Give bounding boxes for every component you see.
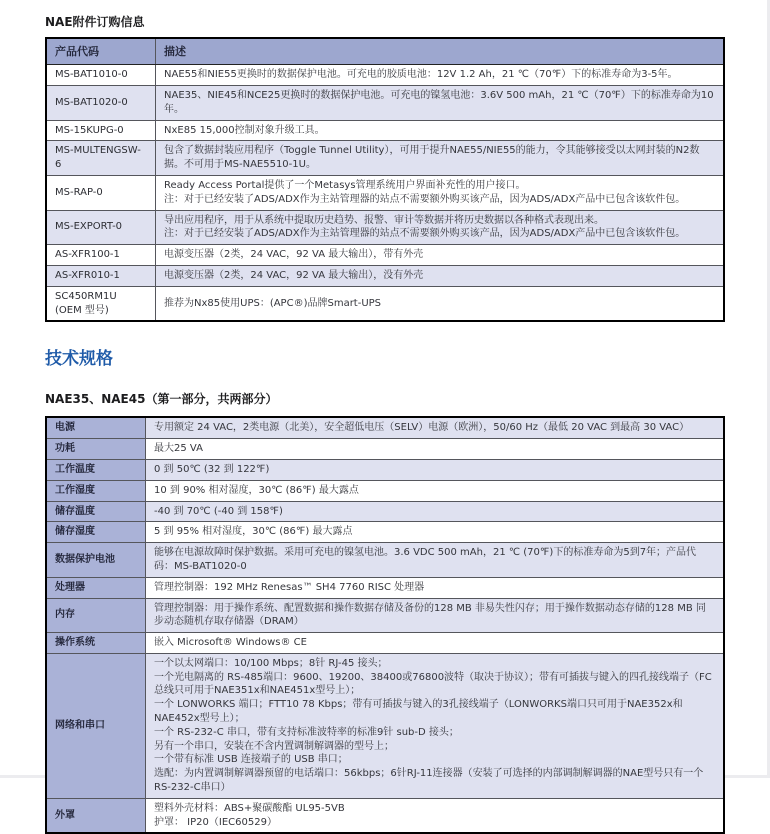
cell-line: 嵌入 Microsoft® Windows® CE xyxy=(154,637,307,649)
spec-table-subtitle: NAE35、NAE45（第一部分，共两部分） xyxy=(45,392,278,407)
cell-line: MS-BAT1020-0 xyxy=(55,96,128,108)
cell-line: 电源变压器（2类，24 VAC，92 VA 最大输出），没有外壳 xyxy=(164,269,424,281)
table-row xyxy=(46,522,724,543)
ordering-table-header xyxy=(46,38,724,65)
cell-line: Ready Access Portal提供了一个Metasys管理系统用户界面补充性的用户接口。 xyxy=(164,179,526,191)
cell-line: 一个 RS-232-C 串口，带有支持标准波特率的标准9针 sub-D 接头； xyxy=(154,726,459,738)
cell-line: (OEM 型号) xyxy=(55,304,109,316)
description-cell xyxy=(156,120,725,141)
cell-line: 包含了数据封装应用程序（Toggle Tunnel Utility），可用于提升NAE55/NIE55的能力，令其能够接受以太网封装的N2数据。不可用于MS-NAE5510-1U。 xyxy=(164,145,700,171)
table-row xyxy=(46,210,724,245)
cell-line: 能够在电源故障时保护数据。采用可充电的镍氢电池。3.6 VDC 500 mAh，21 ℃ (70℉)下的标准寿命为5到7年；产品代码：MS-BAT1020-0 xyxy=(154,547,697,572)
description-cell xyxy=(156,85,725,120)
table-row xyxy=(46,598,724,633)
table-row xyxy=(46,633,724,654)
cell-line: MS-MULTENGSW-6 xyxy=(55,145,141,171)
cell-line: 导出应用程序，用于从系统中提取历史趋势、报警、审计等数据并将历史数据以各种格式表现出来。 xyxy=(164,214,604,226)
table-row xyxy=(46,65,724,86)
description-cell xyxy=(156,286,725,321)
spec-label-cell: 内存 xyxy=(46,598,146,633)
spec-value-cell xyxy=(146,653,725,798)
cell-line: MS-RAP-0 xyxy=(55,186,103,198)
cell-line: 专用额定 24 VAC，2类电源（北美），安全超低电压（SELV）电源（欧洲），50/60 Hz（最低 20 VAC 到最高 30 VAC） xyxy=(154,422,690,434)
spec-value-cell xyxy=(146,501,725,522)
spec-value-cell xyxy=(146,480,725,501)
product-code-cell xyxy=(46,141,156,176)
spec-value-cell xyxy=(146,633,725,654)
table-row xyxy=(46,175,724,210)
cell-line: 注：对于已经安装了ADS/ADX作为主站管理器的站点不需要额外购买该产品，因为ADS/ADX产品中已包含该软件包。 xyxy=(164,228,686,240)
product-code-cell xyxy=(46,210,156,245)
spec-value-cell xyxy=(146,798,725,833)
cell-line: 管理控制器：192 MHz Renesas™ SH4 7760 RISC 处理器 xyxy=(154,581,425,593)
spec-label-cell: 电源 xyxy=(46,417,146,438)
cell-line: 电源变压器（2类，24 VAC，92 VA 最大输出），带有外壳 xyxy=(164,249,424,261)
ordering-table-body xyxy=(46,65,724,322)
cell-line: NxE85 15,000控制对象升级工具。 xyxy=(164,124,325,136)
cell-line: NAE35、NIE45和NCE25更换时的数据保护电池。可充电的镍氢电池：3.6V 500 mAh，21 ℃（70℉）下的标准寿命为10年。 xyxy=(164,89,714,115)
description-cell xyxy=(156,141,725,176)
spec-value-cell xyxy=(146,543,725,578)
table-row xyxy=(46,265,724,286)
table-row xyxy=(46,798,724,833)
spec-label-cell: 处理器 xyxy=(46,577,146,598)
cell-line: 0 到 50℃ (32 到 122℉) xyxy=(154,463,270,475)
spec-label-cell: 工作湿度 xyxy=(46,480,146,501)
table-header-row xyxy=(46,38,724,65)
table-row xyxy=(46,459,724,480)
spec-value-cell xyxy=(146,522,725,543)
product-code-cell xyxy=(46,65,156,86)
spec-label-cell: 网络和串口 xyxy=(46,653,146,798)
description-cell xyxy=(156,65,725,86)
table-row xyxy=(46,85,724,120)
section-title-specs: 技术规格 xyxy=(45,349,113,370)
cell-line: MS-EXPORT-0 xyxy=(55,221,123,233)
product-code-cell xyxy=(46,175,156,210)
table-row xyxy=(46,439,724,460)
cell-line: NAE55和NIE55更换时的数据保护电池。可充电的胶质电池：12V 1.2 Ah，21 ℃（70℉）下的标准寿命为3-5年。 xyxy=(164,69,678,81)
section-title-ordering: NAE附件订购信息 xyxy=(45,15,145,29)
spec-label-cell: 操作系统 xyxy=(46,633,146,654)
table-row xyxy=(46,543,724,578)
cell-line: 一个 LONWORKS 端口；FTT10 78 Kbps；带有可插拔与键入的3孔接线端子（LONWORKS端口只可用于NAE352x和NAE452x型号上）； xyxy=(154,699,683,725)
column-header-product-code: 产品代码 xyxy=(46,38,156,65)
table-row xyxy=(46,577,724,598)
cell-line: 护罩： IP20（IEC60529） xyxy=(154,816,277,828)
product-code-cell xyxy=(46,120,156,141)
table-row xyxy=(46,286,724,321)
table-row xyxy=(46,417,724,438)
spec-value-cell xyxy=(146,577,725,598)
cell-line: 一个光电隔离的 RS-485端口：9600、19200、38400或76800波特（取决于协议）；带有可插拔与键入的四孔接线端子（FC总线只可用于NAE351x和NAE451x型号上）； xyxy=(154,671,712,697)
table-row xyxy=(46,480,724,501)
table-row xyxy=(46,120,724,141)
cell-line: AS-XFR010-1 xyxy=(55,269,120,281)
spec-label-cell: 工作温度 xyxy=(46,459,146,480)
cell-line: 一个带有标准 USB 连接端子的 USB 串口； xyxy=(154,754,348,766)
cell-line: 10 到 90% 相对湿度，30℃ (86℉) 最大露点 xyxy=(154,484,359,496)
spec-value-cell xyxy=(146,439,725,460)
cell-line: MS-BAT1010-0 xyxy=(55,69,128,81)
spec-value-cell xyxy=(146,417,725,438)
ordering-table xyxy=(45,37,725,322)
description-cell xyxy=(156,210,725,245)
cell-line: 最大25 VA xyxy=(154,443,203,455)
product-code-cell xyxy=(46,286,156,321)
spec-label-cell: 功耗 xyxy=(46,439,146,460)
spec-label-cell: 数据保护电池 xyxy=(46,543,146,578)
cell-line: 另有一个串口，安装在不含内置调制解调器的型号上； xyxy=(154,740,394,752)
spec-label-cell: 外罩 xyxy=(46,798,146,833)
cell-line: 塑料外壳材料：ABS+聚碳酸酯 UL95-5VB xyxy=(154,802,345,814)
cell-line: 5 到 95% 相对湿度，30℃ (86℉) 最大露点 xyxy=(154,526,353,538)
spec-value-cell xyxy=(146,459,725,480)
column-header-description: 描述 xyxy=(156,38,725,65)
cell-line: 推荐为Nx85使用UPS：(APC®)品牌Smart-UPS xyxy=(164,297,382,309)
cell-line: -40 到 70℃ (-40 到 158℉) xyxy=(154,505,283,517)
description-cell xyxy=(156,265,725,286)
cell-line: 一个以太网端口：10/100 Mbps；8针 RJ-45 接头； xyxy=(154,657,388,669)
cell-line: 管理控制器：用于操作系统、配置数据和操作数据存储及备份的128 MB 非易失性闪存；用于操作数据动态存储的128 MB 同步动态随机存取存储器（DRAM） xyxy=(154,602,706,628)
product-code-cell xyxy=(46,245,156,266)
cell-line: 选配：为内置调制解调器预留的电话端口：56kbps；6针RJ-11连接器（安装了可选择的内部调制解调器的NAE型号只有一个RS-232-C串口） xyxy=(154,768,704,794)
table-row xyxy=(46,141,724,176)
cell-line: MS-15KUPG-0 xyxy=(55,124,124,136)
description-cell xyxy=(156,175,725,210)
table-row xyxy=(46,501,724,522)
table-row xyxy=(46,245,724,266)
product-code-cell xyxy=(46,85,156,120)
table-row xyxy=(46,653,724,798)
spec-table-body xyxy=(46,417,724,833)
spec-value-cell xyxy=(146,598,725,633)
spec-label-cell: 储存湿度 xyxy=(46,522,146,543)
description-cell xyxy=(156,245,725,266)
cell-line: AS-XFR100-1 xyxy=(55,249,120,261)
spec-label-cell: 储存温度 xyxy=(46,501,146,522)
product-code-cell xyxy=(46,265,156,286)
cell-line: SC450RM1U xyxy=(55,290,117,302)
spec-table xyxy=(45,416,725,834)
cell-line: 注：对于已经安装了ADS/ADX作为主站管理器的站点不需要额外购买该产品，因为ADS/ADX产品中已包含该软件包。 xyxy=(164,193,686,205)
